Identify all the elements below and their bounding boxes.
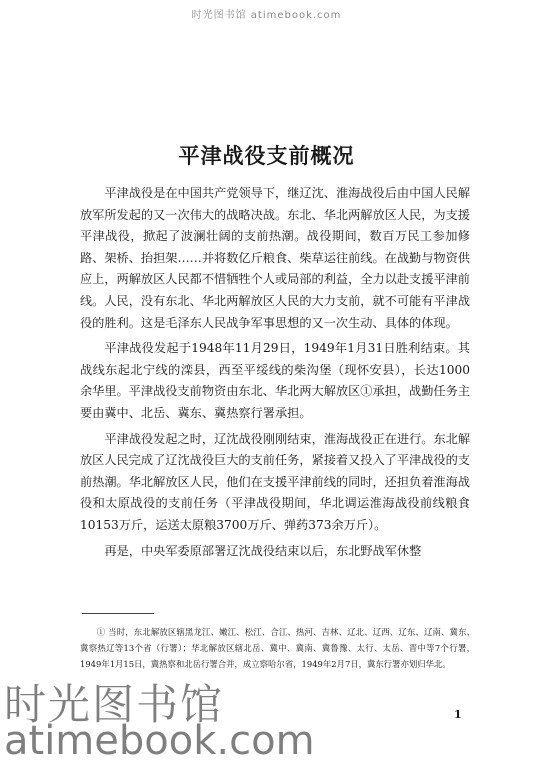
page-number: 1 bbox=[454, 708, 462, 721]
footnote bbox=[80, 624, 475, 672]
watermark-en: atimebook.com bbox=[4, 718, 315, 764]
body-text bbox=[80, 183, 470, 566]
footnote-divider bbox=[82, 613, 154, 614]
paragraph: 平津战役发起之时，辽沈战役刚刚结束，淮海战役正在进行。东北解放区人民完成了辽沈战役巨大的支前任务，紧接着又投入了平津战役的支前热潮。华北解放区人民，他们在支援平津前线的同时，还担负着淮海战役和太原战役的支前任务（平津战役期间，华北调运淮海战役前线粮食10153万斤，运送太原粮3700万斤、弹药373余万斤）。 bbox=[80, 431, 471, 532]
paragraph: 再是，中央军委原部署辽沈战役结束以后，东北野战军休整 bbox=[104, 543, 422, 558]
page-header: 时光图书馆 atimebook.com bbox=[191, 10, 342, 21]
footnote-text: ① 当时，东北解放区辖黑龙江、嫩江、松江、合江、热河、吉林、辽北、辽西、辽东、辽南、冀东、冀察热辽等13个省（行署）；华北解放区辖北岳、冀中、冀南、冀鲁豫、太行、太岳、晋中等7个行署，1949年1月15日，冀热察和北岳行署合并，成立察哈尔省，1949年2月7日，冀东行署亦划归华北。 bbox=[80, 627, 475, 669]
paragraph: 平津战役发起于1948年11月29日，1949年1月31日胜利结束。其战线东起北宁线的滦县，西至平绥线的柴沟堡（现怀安县），长达1000余华里。平津战役支前物资由东北、华北两大解放区①承担，战勤任务主要由冀中、北岳、冀东、冀热察行署承担。 bbox=[80, 341, 470, 420]
paragraph: 平津战役是在中国共产党领导下，继辽沈、淮海战役后由中国人民解放军所发起的又一次伟大的战略决战。东北、华北两解放区人民，为支援平津战役，掀起了波澜壮阔的支前热潮。战役期间，数百万民工参加修路、架桥、抬担架……并将数亿斤粮食、柴草运往前线。在战勤与物资供应上，两解放区人民都不惜牺牲个人或局部的利益，全力以赴支援平津前线。人民，没有东北、华北两解放区人民的大力支前，就不可能有平津战役的胜利。这是毛泽东人民战争军事思想的又一次生动、具体的体现。 bbox=[80, 186, 471, 330]
watermark-cn: 时光图书馆 bbox=[4, 680, 225, 729]
page-title: 平津战役支前概况 bbox=[178, 144, 355, 168]
